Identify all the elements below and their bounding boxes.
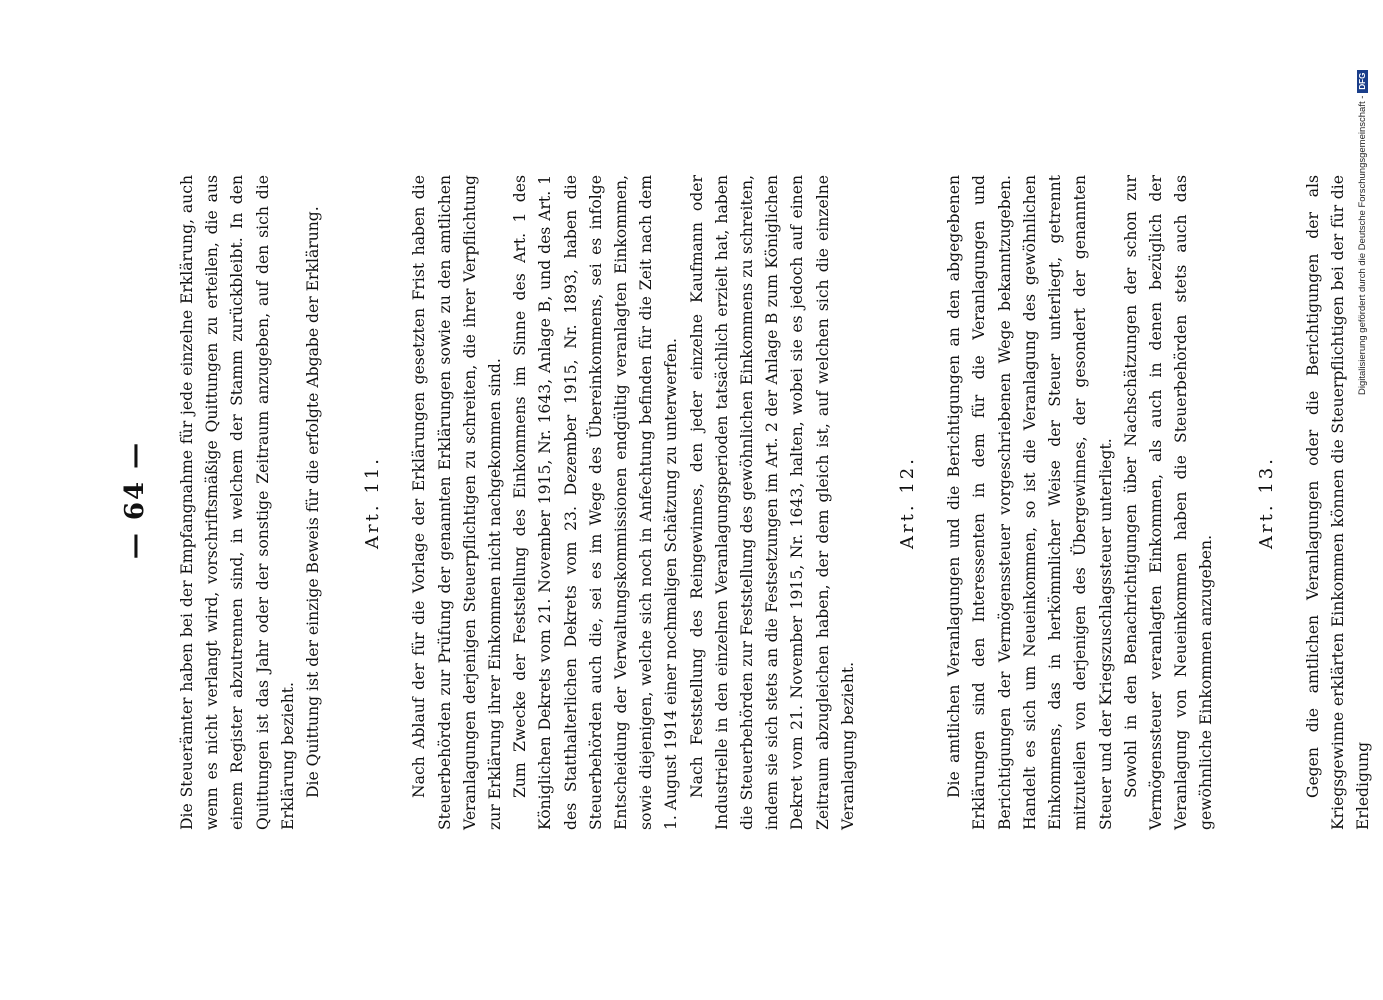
paragraph: Die amtlichen Veranlagungen und die Berichtigungen an den abgegebenen Erklärungen sind den Interessenten in dem für die Veranlagungen und Berichtigungen der Vermögenssteuer vorgeschriebenen Wege bekanntzugeben. Handelt es sich um Neueinkommen, so ist die Veranlagung des gewöhnlichen Einkommens, das in herkömmlicher Weise der Steuer unterliegt, getrennt mitzuteilen von derjenigen des Übergewinnes, der gesondert der genannten Steuer und der Kriegszuschlagssteuer unterliegt. — [945, 175, 1115, 830]
page-number: — 64 — — [120, 440, 150, 560]
paragraph: Nach Feststellung des Reingewinnes, den jeder einzelne Kaufmann oder Industrielle in den einzelnen Veranlagungsperioden tatsächlich erzielt hat, haben die Steuerbehörden zur Feststellung des gewöhnlichen Einkommens zu schreiten, indem sie sich stets an die Festsetzungen im Art. 2 der Anlage B zum Königlichen Dekret vom 21. November 1915, Nr. 1643, halten, wobei sie es jedoch auf einen Zeitraum abzugleichen haben, der dem gleich ist, auf welchen sich die einzelne Veranlagung bezieht. — [687, 175, 857, 830]
article-heading-11: Art. 11. — [362, 456, 384, 549]
paragraph: Zum Zwecke der Feststellung des Einkommens im Sinne des Art. 1 des Königlichen Dekrets vom 21. November 1915, Nr. 1643, Anlage B, und des Art. 1 des Statthalterlichen Dekrets vom 23. Dezember 1915, Nr. 1893, haben die Steuerbehörden auch die, sei es im Wege des Übereinkommens, sei es infolge Entscheidung der Verwaltungskommissionen endgültig veranlagten Einkommen, sowie diejenigen, welche sich noch in Anfechtung befinden für die Zeit nach dem 1. August 1914 einer nochmaligen Schätzung zu unterwerfen. — [511, 175, 681, 830]
paragraph: Gegen die amtlichen Veranlagungen oder die Berichtigungen der als Kriegsgewinne erklärten Einkommen können die Steuerpflichtigen bei der für die Erledigung — [1303, 175, 1373, 830]
paragraph: Sowohl in den Benachrichtigungen über Nachschätzungen der schon zur Vermögenssteuer veranlagten Einkommen, als auch in denen bezüglich der Veranlagung von Neueinkommen haben die Steuerbehörden stets auch das gewöhnliche Einkommen anzugeben. — [1121, 175, 1216, 830]
paragraph: Die Steuerämter haben bei der Empfangnahme für jede einzelne Erklärung, auch wenn es nicht verlangt wird, vorschriftsmäßige Quittungen zu erteilen, die aus einem Register abzutrennen sind, in welchem der Stamm zurückbleibt. In den Quittungen ist das Jahr oder der sonstige Zeitraum anzugeben, auf den sich die Erklärung bezieht. — [178, 175, 297, 830]
dfg-logo: DFG — [1357, 70, 1368, 93]
digitization-note-text: Digitalisierung gefördert durch die Deutsche Forschungsgemeinschaft - — [1357, 95, 1368, 395]
article-heading-13: Art. 13. — [1255, 456, 1277, 549]
paragraph: Nach Ablauf der für die Vorlage der Erklärungen gesetzten Frist haben die Steuerbehörden zur Prüfung der genannten Erklärungen sowie zu den amtlichen Veranlagungen derjenigen Steuerpflichtigen zu schreiten, die ihrer Verpflichtung zur Erklärung ihrer Einkommen nicht nachgekommen sind. — [410, 175, 505, 830]
article-heading-12: Art. 12. — [897, 456, 919, 549]
body-text — [175, 175, 1376, 830]
digitization-note — [1357, 10, 1377, 410]
paragraph: Die Quittung ist der einzige Beweis für die erfolgte Abgabe der Erklärung. — [304, 206, 323, 798]
